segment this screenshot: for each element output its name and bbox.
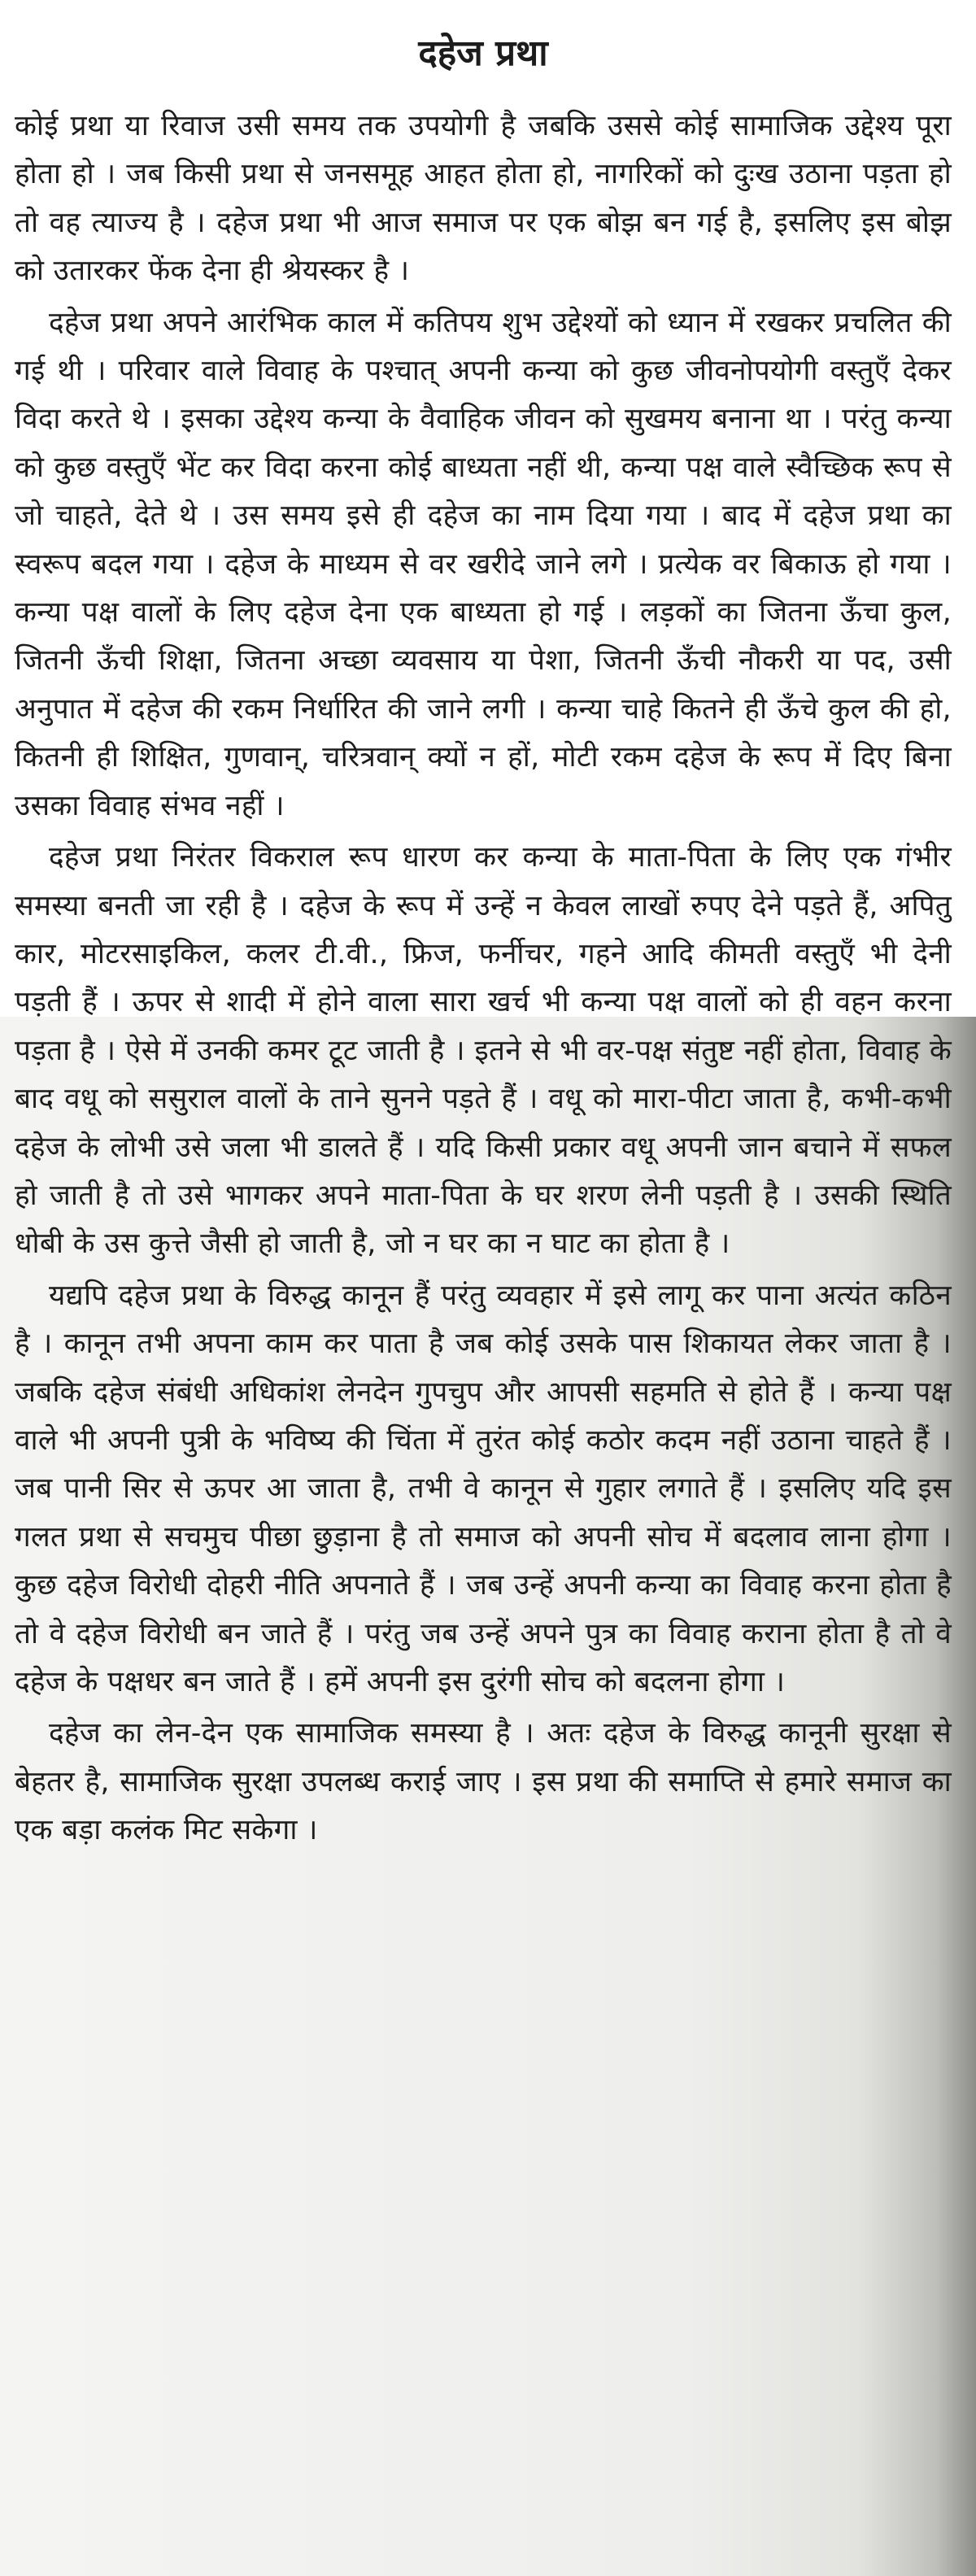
paragraph-1: कोई प्रथा या रिवाज उसी समय तक उपयोगी है जबकि उससे कोई सामाजिक उद्देश्य पूरा होता हो । जब किसी प्रथा से जनसमूह आहत होता हो, नागरिकों को दुःख उठाना पड़ता हो तो वह त्याज्य है । दहेज प्रथा भी आज समाज पर एक बोझ बन गई है, इसलिए इस बोझ को उतारकर फेंक देना ही श्रेयस्कर है । — [15, 110, 952, 288]
paragraph-3: दहेज प्रथा निरंतर विकराल रूप धारण कर कन्या के माता-पिता के लिए एक गंभीर समस्या बनती जा रही है । दहेज के रूप में उन्हें न केवल लाखों रुपए देने पड़ते हैं, अपितु कार, मोटरसाइकिल, कलर टी.वी., फ्रिज, फर्नीचर, गहने आदि कीमती वस्तुएँ भी देनी पड़ती हैं । ऊपर से शादी में होने वाला सारा खर्च भी कन्या पक्ष वालों को ही वहन करना पड़ता है । ऐसे में उनकी कमर टूट जाती है । इतने से भी वर-पक्ष संतुष्ट नहीं होता, विवाह के बाद वधू को ससुराल वालों के ताने सुनने पड़ते हैं । वधू को मारा-पीटा जाता है, कभी-कभी दहेज के लोभी उसे जला भी डालते हैं । यदि किसी प्रकार वधू अपनी जान बचाने में सफल हो जाती है तो उसे भागकर अपने माता-पिता के घर शरण लेनी पड़ती है । उसकी स्थिति धोबी के उस कुत्ते जैसी हो जाती है, जो न घर का न घाट का होता है । — [15, 841, 952, 1261]
page-title: दहेज प्रथा — [418, 33, 548, 74]
paragraph-2: दहेज प्रथा अपने आरंभिक काल में कतिपय शुभ उद्देश्यों को ध्यान में रखकर प्रचलित की गई थी । परिवार वाले विवाह के पश्चात् अपनी कन्या को कुछ जीवनोपयोगी वस्तुएँ देकर विदा करते थे । इसका उद्देश्य कन्या के वैवाहिक जीवन को सुखमय बनाना था । परंतु कन्या को कुछ वस्तुएँ भेंट कर विदा करना कोई बाध्यता नहीं थी, कन्या पक्ष वाले स्वैच्छिक रूप से जो चाहते, देते थे । उस समय इसे ही दहेज का नाम दिया गया । बाद में दहेज प्रथा का स्वरूप बदल गया । दहेज के माध्यम से वर खरीदे जाने लगे । प्रत्येक वर बिकाऊ हो गया । कन्या पक्ष वालों के लिए दहेज देना एक बाध्यता हो गई । लड़कों का जितना ऊँचा कुल, जितनी ऊँची शिक्षा, जितना अच्छा व्यवसाय या पेशा, जितनी ऊँची नौकरी या पद, उसी अनुपात में दहेज की रकम निर्धारित की जाने लगी । कन्या चाहे कितने ही ऊँचे कुल की हो, कितनी ही शिक्षित, गुणवान्, चरित्रवान् क्यों न हों, मोटी रकम दहेज के रूप में दिए बिना उसका विवाह संभव नहीं । — [15, 306, 952, 822]
paragraph-4: यद्यपि दहेज प्रथा के विरुद्ध कानून हैं परंतु व्यवहार में इसे लागू कर पाना अत्यंत कठिन है । कानून तभी अपना काम कर पाता है जब कोई उसके पास शिकायत लेकर जाता है । जबकि दहेज संबंधी अधिकांश लेनदेन गुपचुप और आपसी सहमति से होते हैं । कन्या पक्ष वाले भी अपनी पुत्री के भविष्य की चिंता में तुरंत कोई कठोर कदम नहीं उठाना चाहते हैं । जब पानी सिर से ऊपर आ जाता है, तभी वे कानून से गुहार लगाते हैं । इसलिए यदि इस गलत प्रथा से सचमुच पीछा छुड़ाना है तो समाज को अपनी सोच में बदलाव लाना होगा । कुछ दहेज विरोधी दोहरी नीति अपनाते हैं । जब उन्हें अपनी कन्या का विवाह करना होता है तो वे दहेज विरोधी बन जाते हैं । परंतु जब उन्हें अपने पुत्र का विवाह कराना होता है तो वे दहेज के पक्षधर बन जाते हैं । हमें अपनी इस दुरंगी सोच को बदलना होगा । — [15, 1279, 952, 1698]
paragraph-5: दहेज का लेन-देन एक सामाजिक समस्या है । अतः दहेज के विरुद्ध कानूनी सुरक्षा से बेहतर है, सामाजिक सुरक्षा उपलब्ध कराई जाए । इस प्रथा की समाप्ति से हमारे समाज का एक बड़ा कलंक मिट सकेगा । — [15, 1717, 952, 1847]
